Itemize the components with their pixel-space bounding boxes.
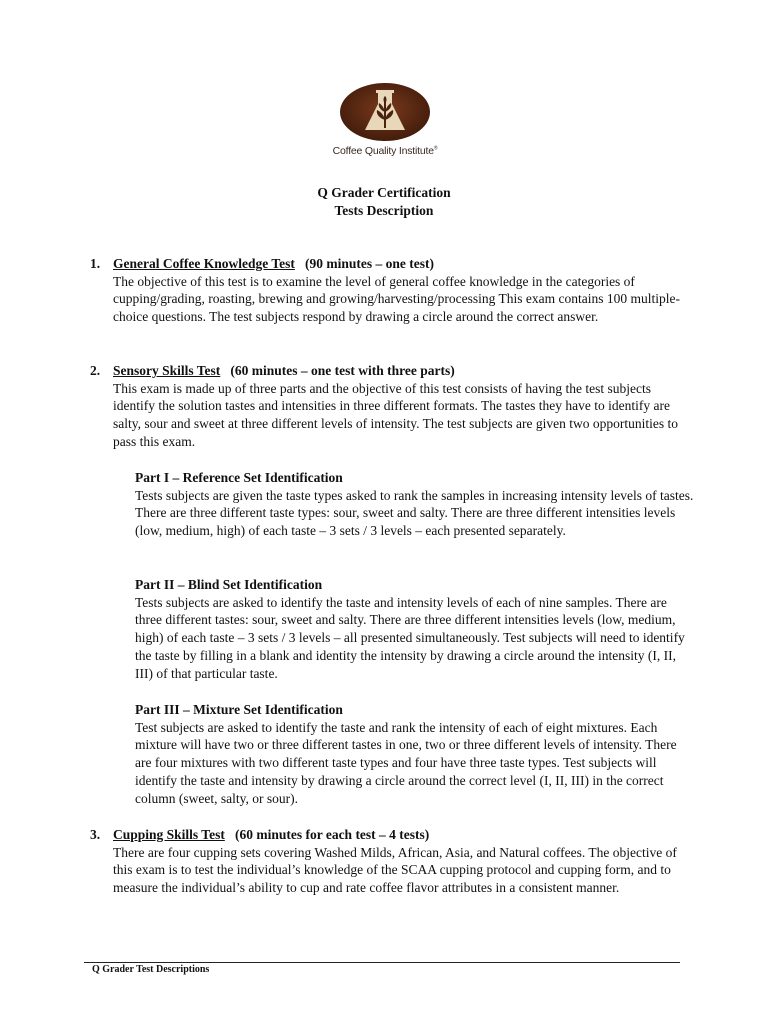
section-detail: (60 minutes – one test with three parts) [230,363,455,378]
document-title [0,184,768,220]
title-line-2: Tests Description [334,203,434,218]
section-heading [90,255,690,273]
part-body: Tests subjects are given the taste types asked to rank the samples in increasing intensity levels of tastes. There are three different taste types: sour, sweet and salty. There are three different intensities levels (low, medium, high) of each taste – 3 sets / 3 levels – each presented separately. [135,487,694,539]
section-body: There are four cupping sets covering Washed Milds, African, Asia, and Natural coffees. The objective of this exam is to test the individual’s knowledge of the SCAA cupping protocol and cupping form, and to measure the individual’s ability to cup and rate coffee flavor attributes in a consistent manner. [113,844,677,896]
section-title: General Coffee Knowledge Test [113,256,295,271]
section-title: Cupping Skills Test [113,827,225,842]
section-detail: (90 minutes – one test) [304,256,434,271]
cqi-logo [326,82,444,164]
part-reference-set [135,469,695,540]
section-heading [90,826,690,844]
part-mixture-set [135,701,695,807]
section-body: This exam is made up of three parts and the objective of this test consists of having the test subjects identify the solution tastes and intensities in three different formats. The tastes they have to identify are salty, sour and sweet at three different levels of intensity. The test subjects are given two opportunities to pass this exam. [113,380,678,449]
footer-divider [84,962,680,963]
section-sensory-skills [90,362,690,451]
part-title: Part III – Mixture Set Identification [135,702,343,717]
part-blind-set [135,576,695,682]
part-title: Part I – Reference Set Identification [135,470,343,485]
section-title: Sensory Skills Test [113,363,221,378]
logo-wordmark: Coffee Quality Institute® [332,145,438,157]
section-number: 2. [90,363,101,378]
section-general-knowledge [90,255,690,326]
title-line-1: Q Grader Certification [317,185,451,200]
coffee-plant-flask-icon [339,82,431,142]
part-body: Tests subjects are asked to identify the taste and intensity levels of each of nine samples. There are three different tastes: sour, sweet and salty. There are three different intensities levels (low, medium, high) of each taste – 3 sets / 3 levels – all presented simultaneously. Test subjects will need to identify the taste by filling in a blank and identity the intensity by drawing a circle around the intensity (I, II, III) of that particular taste. [135,594,685,681]
section-number: 3. [90,827,101,842]
section-body: The objective of this test is to examine the level of general coffee knowledge in the categories of cupping/grading, roasting, brewing and growing/harvesting/processing This exam contains 100 multiple-choice questions. The test subjects respond by drawing a circle around the correct answer. [113,273,681,325]
footer-label: Q Grader Test Descriptions [92,964,210,975]
section-heading [90,362,690,380]
section-detail: (60 minutes for each test – 4 tests) [234,827,430,842]
part-title: Part II – Blind Set Identification [135,577,323,592]
section-cupping-skills [90,826,690,897]
part-body: Test subjects are asked to identify the taste and rank the intensity of each of eight mixtures. Each mixture will have two or three different tastes in one, two or three different levels of intensity. There are four mixtures with two different taste types and four have three taste types. Test subjects will identify the taste and intensity by drawing a circle around the correct level (I, II, III) in the correct column (sweet, salty, or sour). [135,719,677,806]
section-number: 1. [90,256,101,271]
